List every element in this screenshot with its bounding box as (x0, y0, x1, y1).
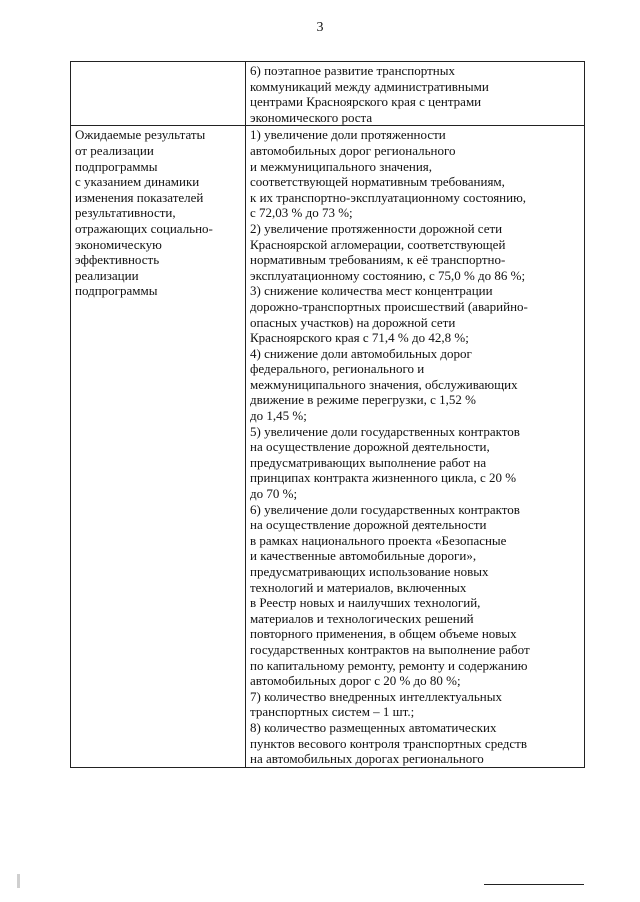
text-line: на автомобильных дорогах регионального (250, 751, 484, 767)
text-line: нормативным требованиям, к её транспортно- (250, 252, 506, 268)
label-line: с указанием динамики (75, 174, 200, 190)
row1-label-cell (71, 62, 246, 126)
text-line: пунктов весового контроля транспортных средств (250, 735, 528, 751)
text-line: Красноярского края с 71,4 % до 42,8 %; (250, 330, 469, 346)
text-line: на осуществление дорожной деятельности, (250, 439, 490, 455)
text-line: соответствующей нормативным требованиям, (250, 174, 505, 190)
text-line: 7) количество внедренных интеллектуальных (250, 688, 502, 704)
label-line: изменения показателей (75, 189, 204, 205)
text-line: и межмуниципального значения, (250, 158, 433, 174)
text-line: в Реестр новых и наилучших технологий, (250, 595, 481, 611)
label-line: результативности, (75, 205, 176, 221)
text-line: с 72,03 % до 73 %; (250, 205, 353, 221)
text-line: межмуниципального значения, обслуживающих (250, 376, 518, 392)
text-line: в рамках национального проекта «Безопасные (250, 532, 507, 548)
text-line: к их транспортно-эксплуатационному состоянию, (250, 189, 527, 205)
text-line: принципах контракта жизненного цикла, с 20 % (250, 470, 517, 486)
row2-text-cell (246, 126, 585, 767)
label-line: подпрограммы (75, 158, 158, 174)
text-line: автомобильных дорог регионального (250, 142, 456, 158)
row2-label-cell (71, 126, 246, 767)
text-line: 2) увеличение протяженности дорожной сети (250, 220, 503, 236)
footer-rule (484, 884, 584, 885)
text-line: повторного применения, в общем объеме новых (250, 626, 517, 642)
row1-text-cell (246, 62, 585, 126)
table-row (71, 126, 585, 767)
label-line: от реализации (75, 142, 154, 158)
text-line: 4) снижение доли автомобильных дорог (250, 345, 472, 361)
text-line: государственных контрактов на выполнение работ (250, 641, 530, 657)
label-line: Ожидаемые результаты (75, 127, 206, 143)
text-line: на осуществление дорожной деятельности (250, 517, 487, 533)
text-line: предусматривающих использование новых (250, 564, 489, 579)
text-line: 8) количество размещенных автоматических (250, 719, 497, 735)
text-line: автомобильных дорог с 20 % до 80 %; (250, 673, 461, 689)
text-line: 5) увеличение доли государственных контрактов (250, 423, 520, 439)
text-line: экономического роста (250, 109, 373, 125)
table-row (71, 62, 585, 126)
text-line: федерального, регионального и (250, 361, 425, 377)
text-line: и качественные автомобильные дороги», (250, 548, 477, 564)
label-line: эффективность (75, 252, 160, 268)
text-line: до 70 %; (250, 486, 298, 502)
text-line: по капитальному ремонту, ремонту и содержанию (250, 657, 528, 673)
program-table (70, 61, 585, 768)
label-line: подпрограммы (75, 283, 158, 299)
text-line: 1) увеличение доли протяженности (250, 127, 446, 143)
text-line: движение в режиме перегрузки, с 1,52 % (250, 392, 476, 408)
text-line: 6) увеличение доли государственных контрактов (250, 501, 520, 517)
text-line: до 1,45 %; (250, 408, 307, 424)
label-line: отражающих социально- (75, 220, 213, 236)
text-line: предусматривающих выполнение работ на (250, 454, 487, 470)
scan-margin-mark (17, 874, 20, 888)
label-line: реализации (75, 267, 139, 283)
text-line: материалов и технологических решений (250, 610, 474, 626)
text-line: Красноярской агломерации, соответствующей (250, 236, 506, 252)
text-line: 3) снижение количества мест концентрации (250, 283, 493, 299)
text-line: центрами Красноярского края с центрами (250, 94, 482, 110)
text-line: технологий и материалов, включенных (250, 579, 467, 595)
text-line: опасных участков) на дорожной сети (250, 314, 456, 330)
text-line: коммуникаций между административными (250, 78, 489, 94)
label-line: экономическую (75, 236, 162, 252)
text-line: 6) поэтапное развитие транспортных (250, 63, 455, 78)
text-line: эксплуатационному состоянию, с 75,0 % до 86 %; (250, 267, 526, 283)
text-line: транспортных систем – 1 шт.; (250, 704, 415, 720)
page-number: 3 (316, 20, 324, 35)
text-line: дорожно-транспортных происшествий (аварийно- (250, 298, 528, 314)
